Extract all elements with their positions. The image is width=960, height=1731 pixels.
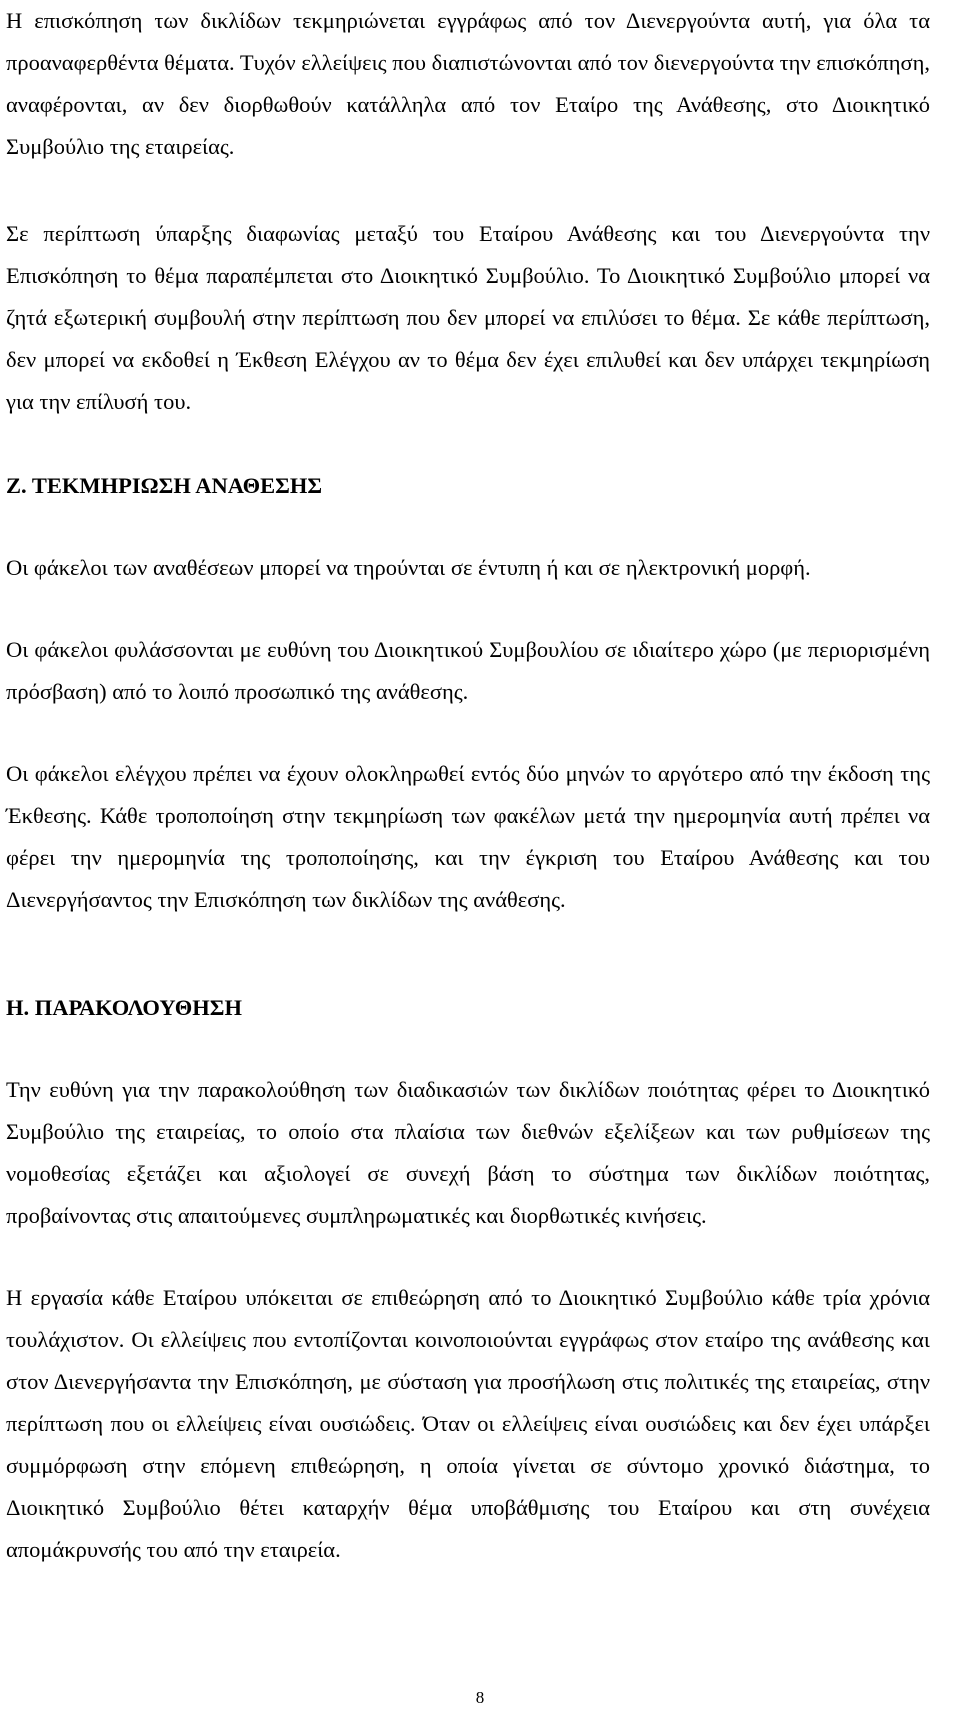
paragraph-disagreement: Σε περίπτωση ύπαρξης διαφωνίας μεταξύ του Εταίρου Ανάθεσης και του Διενεργούντα την Επισκόπηση το θέμα παραπέμπεται στο Διοικητικό Συμβούλιο. Το Διοικητικό Συμβούλιο μπορεί να ζητά εξωτερική συμβουλή στην περίπτωση που δεν μπορεί να επιλύσει το θέμα. Σε κάθε περίπτωση, δεν μπορεί να εκδοθεί η Έκθεση Ελέγχου αν το θέμα δεν έχει επιλυθεί και δεν υπάρχει τεκμηρίωση για την επίλυσή του. <box>6 221 930 414</box>
paragraph-file-custody: Οι φάκελοι φυλάσσονται με ευθύνη του Διοικητικού Συμβουλίου σε ιδιαίτερο χώρο (με περιορισμένη πρόσβαση) από το λοιπό προσωπικό της ανάθεσης. <box>6 637 930 704</box>
paragraph-partner-inspection: Η εργασία κάθε Εταίρου υπόκειται σε επιθεώρηση από το Διοικητικό Συμβούλιο κάθε τρία χρόνια τουλάχιστον. Οι ελλείψεις που εντοπίζονται κοινοποιούνται εγγράφως στον εταίρο της ανάθεσης και στον Διενεργήσαντα την Επισκόπηση, με σύσταση για προσήλωση στις πολιτικές της εταιρείας, στην περίπτωση που οι ελλείψεις είναι ουσιώδεις. Όταν οι ελλείψεις είναι ουσιώδεις και δεν έχει υπάρξει συμμόρφωση στην επόμενη επιθεώρηση, η οποία γίνεται σε σύντομο χρονικό διάστημα, το Διοικητικό Συμβούλιο θέτει καταρχήν θέμα υποβάθμισης του Εταίρου και στη συνέχεια απομάκρυνσής του από την εταιρεία. <box>6 1285 930 1562</box>
paragraph-file-format: Οι φάκελοι των αναθέσεων μπορεί να τηρούνται σε έντυπη ή και σε ηλεκτρονική μορφή. <box>6 555 811 580</box>
paragraph-monitoring-responsibility: Την ευθύνη για την παρακολούθηση των διαδικασιών των δικλίδων ποιότητας φέρει το Διοικητικό Συμβούλιο της εταιρείας, το οποίο στα πλαίσια των διεθνών εξελίξεων και των ρυθμίσεων της νομοθεσίας εξετάζει και αξιολογεί σε συνεχή βάση το σύστημα των δικλίδων ποιότητας, προβαίνοντας στις απαιτούμενες συμπληρωματικές και διορθωτικές κινήσεις. <box>6 1077 930 1228</box>
page-content <box>6 0 930 1571</box>
heading-monitoring: Η. ΠΑΡΑΚΟΛΟΥΘΗΣΗ <box>6 995 242 1020</box>
page-number: 8 <box>475 1688 485 1707</box>
heading-engagement-documentation: Ζ. ΤΕΚΜΗΡΙΩΣΗ ΑΝΑΘΕΣΗΣ <box>6 473 323 498</box>
paragraph-file-completion: Οι φάκελοι ελέγχου πρέπει να έχουν ολοκληρωθεί εντός δύο μηνών το αργότερο από την έκδοση της Έκθεσης. Κάθε τροποποίηση στην τεκμηρίωση των φακέλων μετά την ημερομηνία αυτή πρέπει να φέρει την ημερομηνία της τροποποίησης, και την έγκριση του Εταίρου Ανάθεσης και του Διενεργήσαντος την Επισκόπηση των δικλίδων της ανάθεσης. <box>6 761 930 912</box>
paragraph-review-documentation: Η επισκόπηση των δικλίδων τεκμηριώνεται εγγράφως από τον Διενεργούντα αυτή, για όλα τα προαναφερθέντα θέματα. Τυχόν ελλείψεις που διαπιστώνονται από τον διενεργούντα την επισκόπηση, αναφέρονται, αν δεν διορθωθούν κατάλληλα από τον Εταίρο της Ανάθεσης, στο Διοικητικό Συμβούλιο της εταιρείας. <box>6 8 930 159</box>
